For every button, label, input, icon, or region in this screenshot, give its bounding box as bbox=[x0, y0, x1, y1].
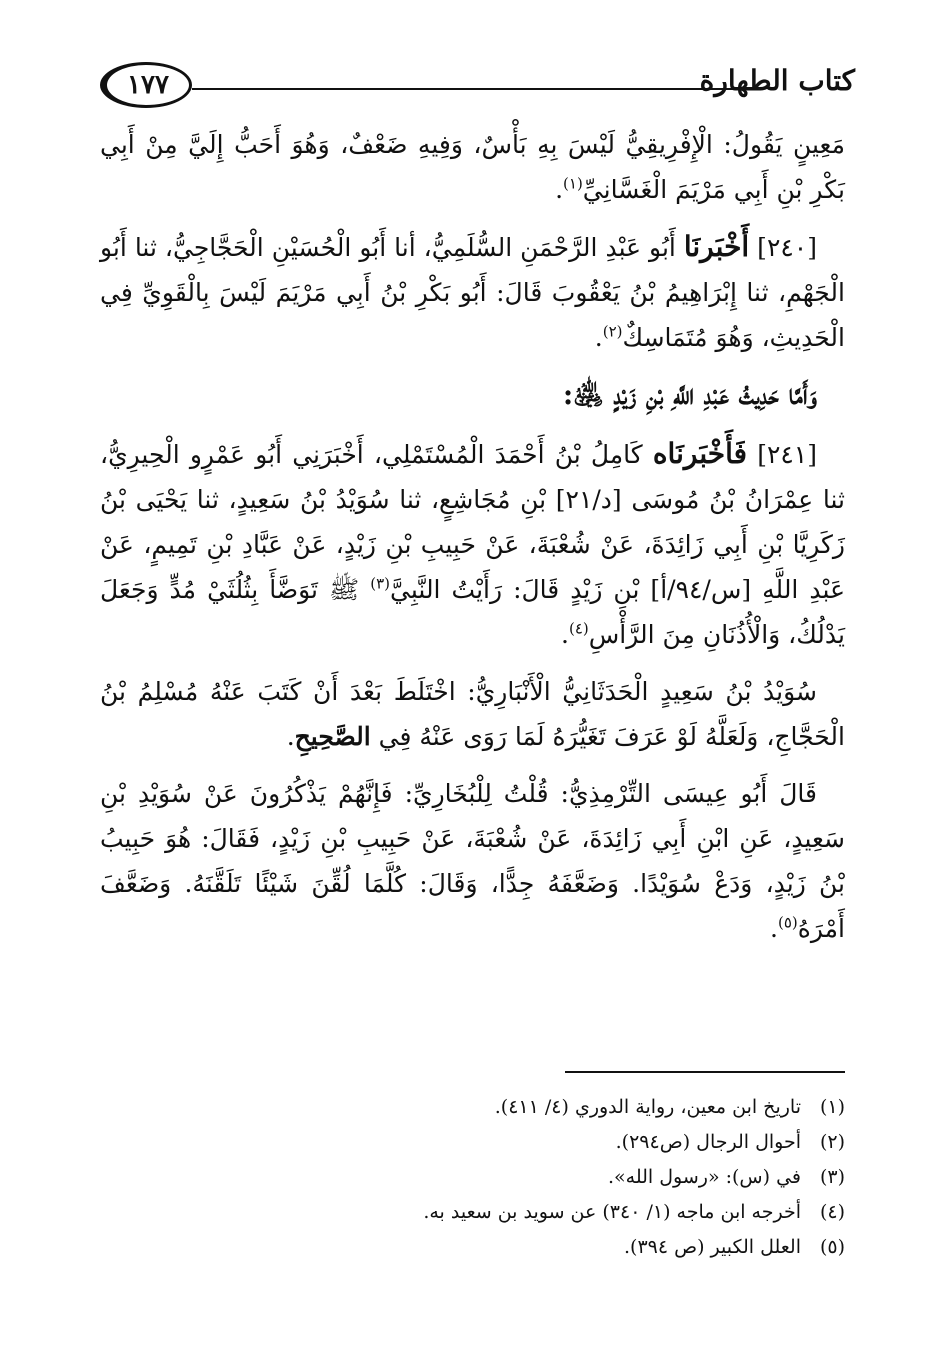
hadith-240-end: . bbox=[594, 323, 603, 352]
paragraph-tirmidhi bbox=[100, 771, 845, 951]
footnote-text: تاريخ ابن معين، رواية الدوري (٤/ ٤١١). bbox=[494, 1096, 801, 1118]
paragraph-suwayd-end: . bbox=[286, 722, 295, 751]
hadith-241-end: . bbox=[561, 620, 569, 649]
paragraph-1 bbox=[100, 122, 845, 212]
hadith-240-lead: أَخْبَرنَا bbox=[683, 230, 750, 263]
hadith-241-lead: فَأَخْبَرنَاه bbox=[652, 437, 748, 470]
footnote-number: (١) bbox=[819, 1096, 845, 1118]
footnote-ref-5: (٥) bbox=[777, 913, 798, 932]
paragraph-tirmidhi-end: . bbox=[770, 914, 778, 943]
section-heading: وَأَمَّا حَدِيثُ عَبْدِ اللَّهِ بْنِ زَيْدٍ ﵁: bbox=[562, 378, 817, 411]
paragraph-tirmidhi-text: قَالَ أَبُو عِيسَى التِّرْمِذِيُّ: قُلْتُ لِلْبُخَارِيِّ: فَإِنَّهُمْ يَذْكُرُونَ عَنْ سُوَيْدِ بْنِ سَعِيدٍ، عَنِ ابْنِ أَبِي زَائِدَةَ، عَنْ شُعْبَةَ، عَنْ حَبِيبِ بْنِ زَيْدٍ، فَقَالَ: هُوَ حَبِيبُ بْنُ زَيْدٍ، وَدَعْ سُوَيْدًا. وَضَعَّفَهُ جِدًّا، وَقَالَ: كُلَّمَا لُقِّنَ شَيْئًا تَلَقَّنَهُ. وَضَعَّفَ أَمْرَهُ bbox=[100, 779, 845, 943]
hadith-241-text-a: كَامِلُ بْنُ أَحْمَدَ الْمُسْتَمْلِي، أَخْبَرَنِي أَبُو عَمْرٍو الْحِيرِيُّ، ثنا عِمْرَانُ بْنُ مُوسَى [د/٢١] بْنِ مُجَاشِعٍ، ثنا سُوَيْدُ بْنُ سَعِيدٍ، ثنا يَحْيَى بْنُ زَكَرِيَّا بْنِ أَبِي زَائِدَةَ، عَنْ شُعْبَةَ، عَنْ حَبِيبِ بْنِ زَيْدٍ، عَنْ عَبَّادِ بْنِ تَمِيمٍ، عَنْ عَبْدِ اللَّهِ [س/٩٤/أ] بْنِ زَيْدٍ قَالَ: رَأَيْتُ النَّبِيَّ bbox=[100, 440, 845, 604]
footnote-item bbox=[100, 1160, 845, 1195]
hadith-240 bbox=[100, 224, 845, 360]
paragraph-1-text: مَعِينٍ يَقُولُ: الْإِفْرِيقِيُّ لَيْسَ بِهِ بَأْسٌ، وَفِيهِ ضَعْفٌ، وَهُوَ أَحَبُّ إِلَيَّ مِنْ أَبِي بَكْرِ بْنِ أَبِي مَرْيَمَ الْغَسَّانِيِّ bbox=[100, 130, 845, 204]
header-divider bbox=[192, 88, 737, 90]
hadith-240-text: أَبُو عَبْدِ الرَّحْمَنِ السُّلَمِيُّ، أنا أَبُو الْحُسَيْنِ الْحَجَّاجِيُّ، ثنا أَبُو الْجَهْمِ، ثنا إِبْرَاهِيمُ بْنُ يَعْقُوبَ قَالَ: أَبُو بَكْرِ بْنُ أَبِي مَرْيَمَ لَيْسَ بِالْقَوِيِّ فِي الْحَدِيثِ، وَهُوَ مُتَمَاسِكٌ bbox=[100, 233, 845, 352]
chapter-title: كتاب الطهارة bbox=[699, 64, 855, 97]
page-number: ١٧٧ bbox=[100, 62, 192, 108]
hadith-number-241: [٢٤١] bbox=[757, 440, 818, 469]
footnote-ref-4: (٤) bbox=[568, 619, 589, 638]
footnote-item bbox=[100, 1125, 845, 1160]
footnote-text: أحوال الرجال (ص٢٩٤). bbox=[615, 1131, 801, 1153]
footnote-item bbox=[100, 1195, 845, 1230]
footnote-number: (٥) bbox=[819, 1236, 845, 1258]
footnote-text: في (س): «رسول الله». bbox=[607, 1166, 801, 1188]
hadith-number-240: [٢٤٠] bbox=[757, 233, 817, 262]
footnote-number: (٢) bbox=[819, 1131, 845, 1153]
footnote-item bbox=[100, 1090, 845, 1125]
footnote-divider bbox=[565, 1071, 845, 1073]
paragraph-1-end: . bbox=[555, 175, 564, 204]
main-text bbox=[100, 122, 845, 963]
sahih-term: الصَّحِيحِ bbox=[294, 722, 371, 751]
page-header bbox=[100, 62, 855, 112]
paragraph-suwayd-text: سُوَيْدُ بْنُ سَعِيدٍ الْحَدَثَانِيُّ الْأَنْبَارِيُّ: اخْتَلَطَ بَعْدَ أَنْ كَتَبَ عَنْهُ مُسْلِمُ بْنُ الْحَجَّاجِ، وَلَعَلَّهُ لَوْ عَرَفَ تَغَيُّرَهُ لَمَا رَوَى عَنْهُ فِي bbox=[100, 677, 845, 751]
hadith-241-text-b: ﷺ تَوَضَّأَ بِثُلُثَيْ مُدٍّ وَجَعَلَ يَدْلُكُ، وَالْأُذُنَانِ مِنَ الرَّأْسِ bbox=[100, 575, 845, 649]
footnote-text: العلل الكبير (ص ٣٩٤). bbox=[623, 1236, 801, 1258]
footnote-item bbox=[100, 1230, 845, 1265]
footnote-ref-1: (١) bbox=[563, 174, 583, 193]
footnote-ref-3: (٣) bbox=[370, 574, 391, 593]
paragraph-suwayd bbox=[100, 669, 845, 759]
footnote-number: (٤) bbox=[819, 1201, 845, 1223]
footnote-text: أخرجه ابن ماجه (١/ ٣٤٠) عن سويد بن سعيد به. bbox=[423, 1201, 801, 1223]
hadith-241 bbox=[100, 431, 845, 657]
footnote-number: (٣) bbox=[819, 1166, 845, 1188]
footnotes bbox=[100, 1090, 845, 1265]
footnote-ref-2: (٢) bbox=[602, 322, 623, 341]
